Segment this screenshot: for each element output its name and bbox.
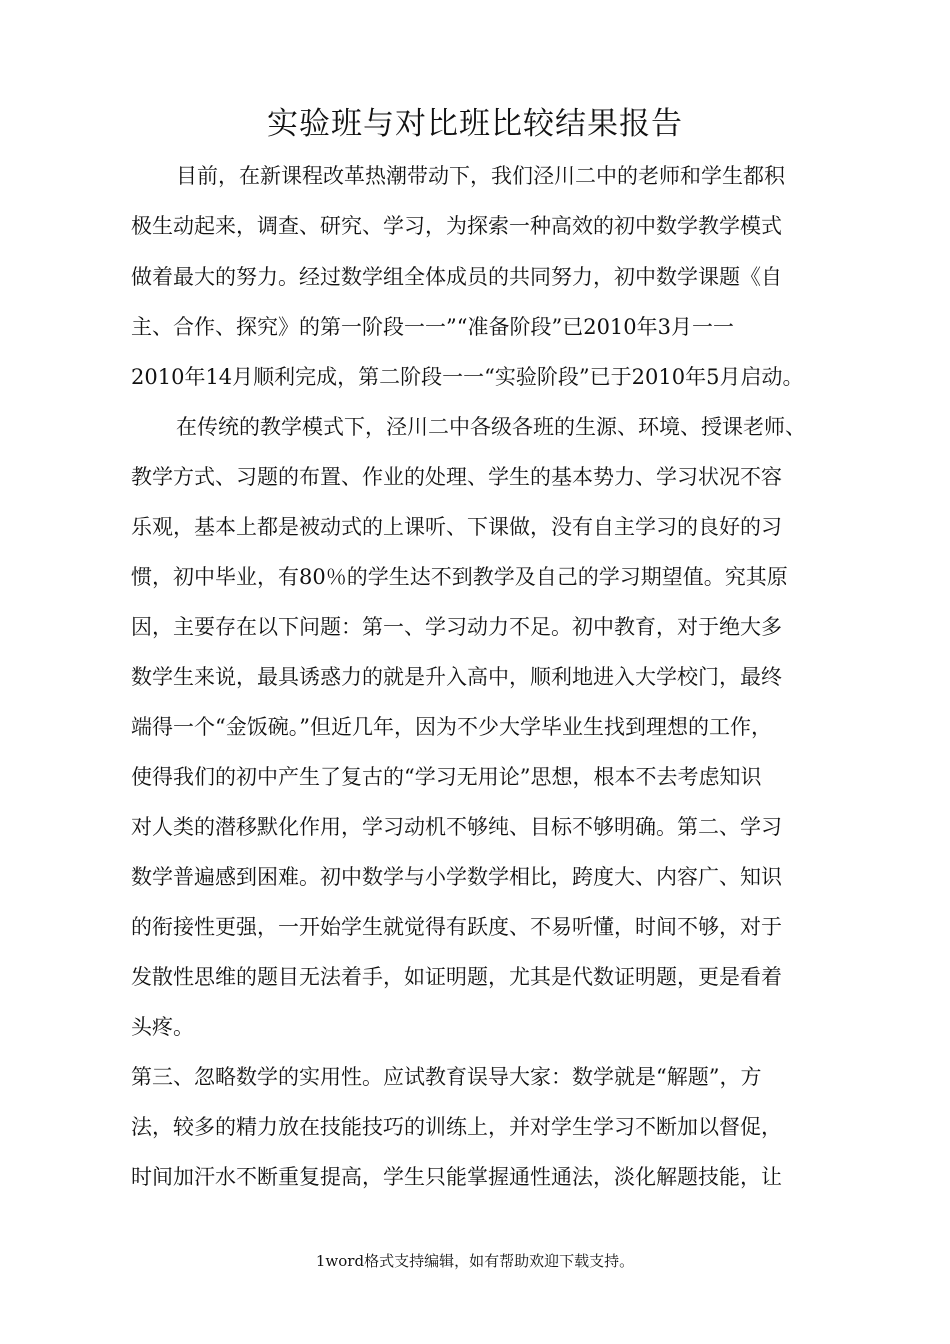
page-footer: 1word格式支持编辑，如有帮助欢迎下载支持。 bbox=[315, 1252, 635, 1270]
text-line: 头疼。 bbox=[131, 1015, 194, 1039]
text-line: 的衔接性更强，一开始学生就觉得有跃度、不易听懂，时间不够，对于 bbox=[131, 915, 782, 939]
text-line: 主、合作、探究》的第一阶段一一”“准备阶段”已2010年3月一一 bbox=[131, 315, 735, 339]
text-line: 目前，在新课程改革热潮带动下，我们泾川二中的老师和学生都积 bbox=[176, 164, 785, 188]
text-line: 数学普遍感到困难。初中数学与小学数学相比，跨度大、内容广、知识 bbox=[131, 865, 782, 889]
text-line: 端得一个“金饭碗。”但近几年，因为不少大学毕业生找到理想的工作， bbox=[131, 715, 772, 739]
text-line: 使得我们的初中产生了复古的“学习无用论”思想，根本不去考虑知识 bbox=[131, 765, 762, 789]
text-line: 因，主要存在以下问题：第一、学习动力不足。初中教育，对于绝大多 bbox=[131, 615, 782, 639]
text-line: 数学生来说，最具诱惑力的就是升入高中，顺利地进入大学校门，最终 bbox=[131, 665, 782, 689]
text-line: 做着最大的努力。经过数学组全体成员的共同努力，初中数学课题《自 bbox=[131, 265, 782, 289]
text-line: 对人类的潜移默化作用，学习动机不够纯、目标不够明确。第二、学习 bbox=[131, 815, 782, 839]
text-line: 第三、忽略数学的实用性。应试教育误导大家：数学就是“解题”，方 bbox=[131, 1065, 762, 1089]
text-line: 惯，初中毕业，有80％的学生达不到教学及自己的学习期望值。究其原 bbox=[131, 565, 788, 589]
text-line: 法，较多的精力放在技能技巧的训练上，并对学生学习不断加以督促， bbox=[131, 1115, 782, 1139]
text-line: 时间加汗水不断重复提高，学生只能掌握通性通法，淡化解题技能，让 bbox=[131, 1165, 782, 1189]
text-line: 在传统的教学模式下，泾川二中各级各班的生源、环境、授课老师、 bbox=[176, 415, 806, 439]
text-line: 教学方式、习题的布置、作业的处理、学生的基本势力、学习状况不容 bbox=[131, 465, 782, 489]
text-line: 2010年14月顺利完成，第二阶段一一“实验阶段”已于2010年5月启动。 bbox=[131, 365, 804, 389]
text-line: 乐观，基本上都是被动式的上课听、下课做，没有自主学习的良好的习 bbox=[131, 515, 782, 539]
text-line: 极生动起来，调查、研究、学习，为探索一种高效的初中数学教学模式 bbox=[131, 214, 782, 238]
text-line: 发散性思维的题目无法着手，如证明题，尤其是代数证明题，更是看着 bbox=[131, 965, 782, 989]
document-title: 实验班与对比班比较结果报告 bbox=[267, 106, 683, 142]
